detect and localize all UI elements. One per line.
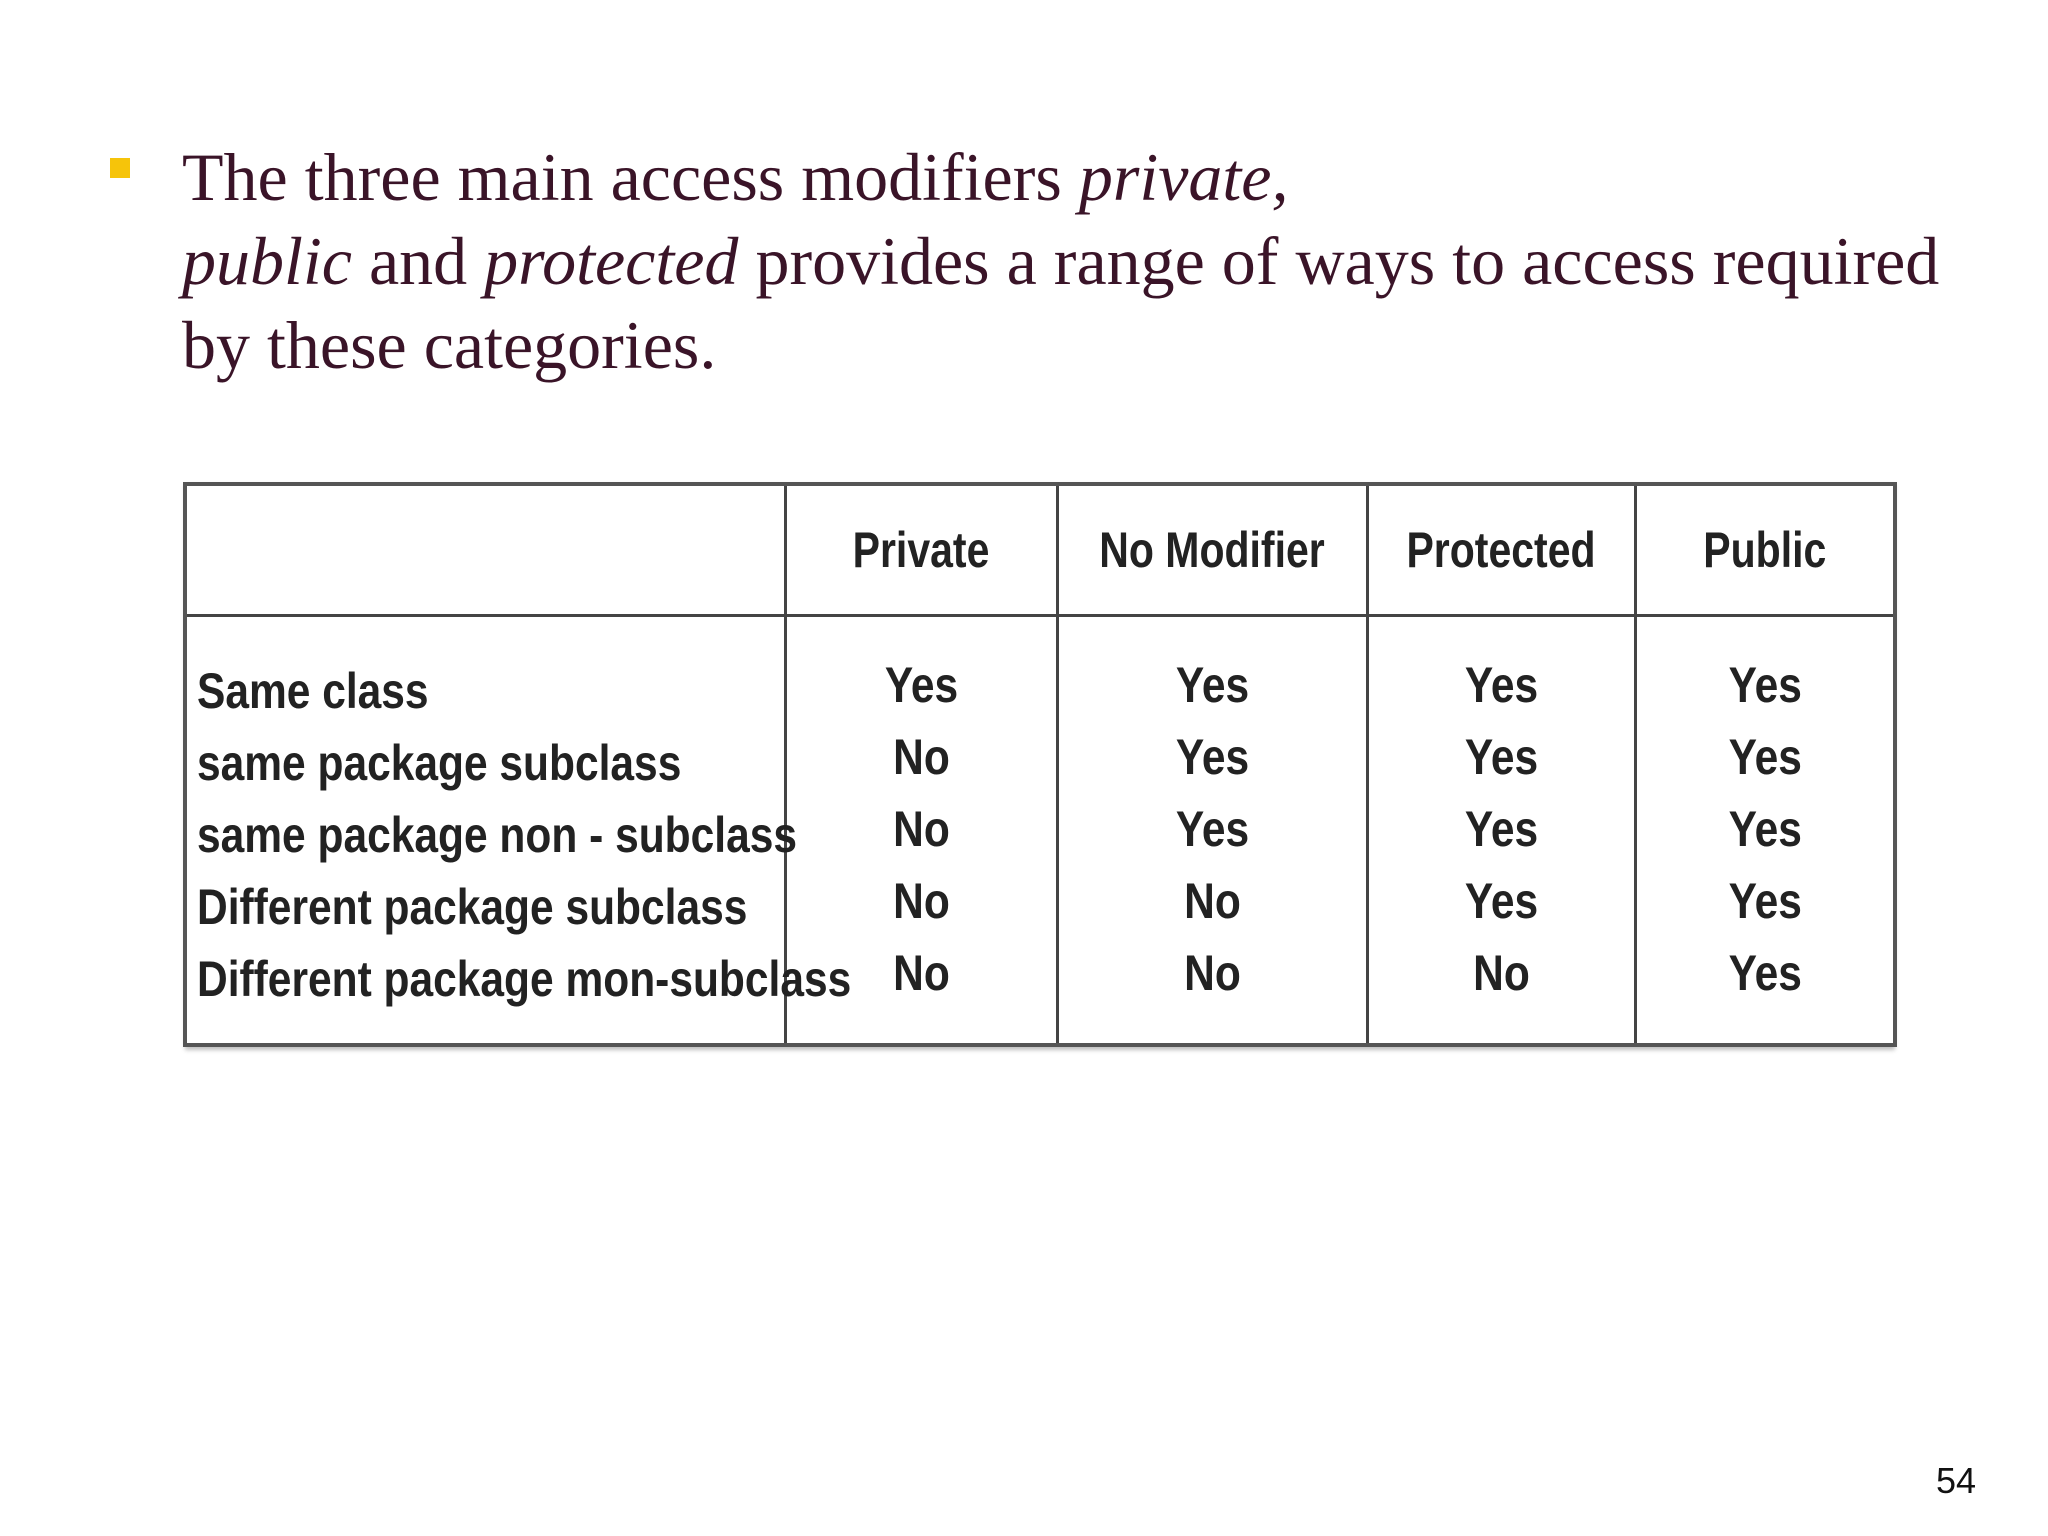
cell-value: Yes	[1728, 657, 1802, 713]
cell-value: Yes	[1175, 657, 1249, 713]
cell-value: Yes	[1175, 729, 1249, 785]
header-protected: Protected	[1391, 484, 1611, 616]
page-number: 54	[1935, 1460, 1976, 1501]
table-header-row	[185, 484, 1895, 616]
bullet-text-segment: provides a range of ways to access required	[738, 223, 1940, 299]
cell-value: Yes	[1728, 873, 1802, 929]
row-label: same package non - subclass	[197, 807, 797, 863]
header-empty	[239, 484, 731, 616]
cell-value: Yes	[1464, 801, 1538, 857]
row-label: same package subclass	[197, 735, 682, 791]
table-body-row	[185, 616, 1895, 1046]
protected-column	[1367, 616, 1635, 1046]
cell-value: Yes	[1175, 801, 1249, 857]
row-labels-column	[185, 616, 852, 1046]
bullet-line-1	[182, 135, 1982, 219]
header-no-modifier: No Modifier	[1085, 484, 1339, 616]
cell-value: No	[892, 729, 950, 785]
bullet-square-icon	[110, 158, 130, 178]
bullet-line-3: by these categories.	[182, 307, 717, 383]
access-modifier-table	[183, 482, 1897, 1047]
row-label: Same class	[197, 663, 429, 719]
cell-value: No	[1183, 873, 1241, 929]
keyword-public: public	[182, 223, 352, 299]
bullet-paragraph	[182, 135, 1982, 387]
cell-value: No	[892, 801, 950, 857]
bullet-text-segment: and	[351, 223, 485, 299]
header-public: Public	[1658, 484, 1871, 616]
cell-value: No	[892, 945, 950, 1001]
access-table-frame	[183, 482, 1893, 1047]
bullet-line-2	[182, 219, 1982, 303]
no-modifier-column	[1057, 616, 1367, 1046]
keyword-protected: protected	[484, 223, 739, 299]
row-label: Different package mon-subclass	[197, 951, 852, 1007]
cell-value: No	[1472, 945, 1530, 1001]
cell-value: Yes	[1728, 801, 1802, 857]
row-label: Different package subclass	[197, 879, 748, 935]
cell-value: Yes	[1728, 729, 1802, 785]
header-private: Private	[809, 484, 1032, 616]
cell-value: Yes	[1464, 729, 1538, 785]
cell-value: No	[1183, 945, 1241, 1001]
cell-value: Yes	[1464, 657, 1538, 713]
cell-value: No	[892, 873, 950, 929]
cell-value: Yes	[884, 657, 958, 713]
private-column	[785, 616, 1057, 1046]
bullet-text-segment: The three main access modifiers	[182, 139, 1079, 215]
cell-value: Yes	[1728, 945, 1802, 1001]
cell-value: Yes	[1464, 873, 1538, 929]
public-column	[1635, 616, 1895, 1046]
keyword-private: private,	[1078, 139, 1289, 215]
